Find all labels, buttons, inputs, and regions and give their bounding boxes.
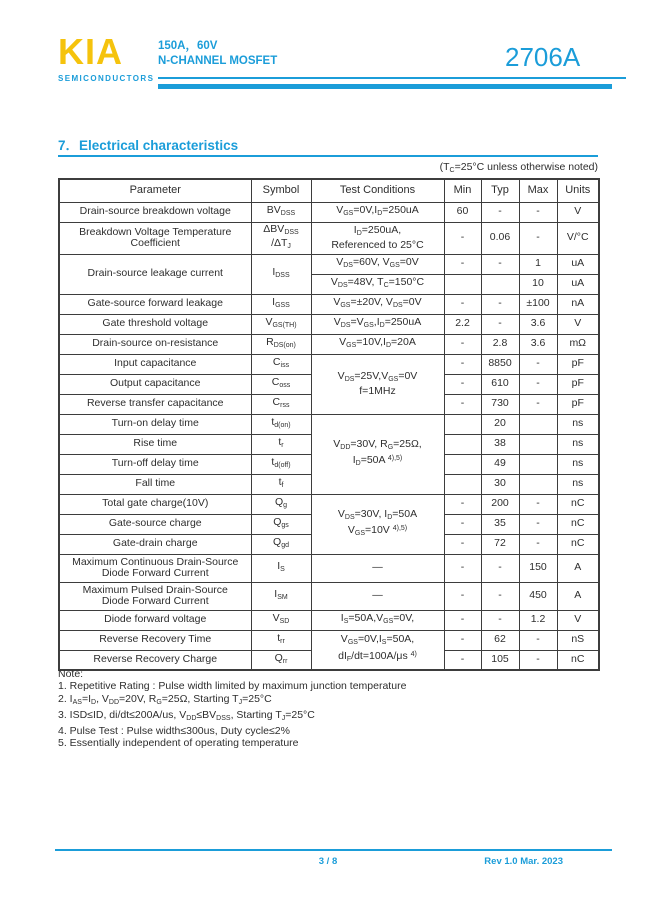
min-cell: -: [444, 222, 481, 254]
max-cell: -: [519, 534, 557, 554]
typ-cell: -: [481, 582, 519, 610]
typ-cell: 105: [481, 650, 519, 670]
units-cell: mΩ: [557, 334, 599, 354]
symbol-cell: $C_{rss}$: [251, 394, 311, 414]
typ-cell: 35: [481, 514, 519, 534]
max-cell: 150: [519, 554, 557, 582]
units-cell: nA: [557, 294, 599, 314]
note-item: 2. $I_{AS}=I_D$, $V_{DD}=20V$, $R_G=25\Omega$, Starting $T_J=25^\circ C$: [58, 692, 272, 706]
units-cell: ns: [557, 414, 599, 434]
typ-cell: 610: [481, 374, 519, 394]
param-cell: Input capacitance: [59, 354, 251, 374]
units-cell: V: [557, 314, 599, 334]
min-cell: [444, 474, 481, 494]
min-cell: -: [444, 334, 481, 354]
table-row: [59, 582, 599, 610]
table-row: [59, 554, 599, 582]
table-row: [59, 630, 599, 650]
table-row: [59, 334, 599, 354]
cond-cell: $V_{DS}=25V,V_{GS}=0V$ f=1MHz: [311, 354, 444, 414]
cond-cell: $V_{GS}=10V,I_D=20A$: [311, 334, 444, 354]
header-thick-rule: [158, 84, 612, 89]
section-title: 7．Electrical characteristics: [58, 138, 239, 153]
notes-title: Note:: [58, 668, 84, 680]
typ-cell: 0.06: [481, 222, 519, 254]
max-cell: -: [519, 374, 557, 394]
max-cell: [519, 454, 557, 474]
table-row: [59, 610, 599, 630]
table-header-row: [59, 179, 599, 202]
param-cell: Gate-drain charge: [59, 534, 251, 554]
col-header-units: Units: [557, 179, 599, 202]
typ-cell: -: [481, 314, 519, 334]
revision-label: Rev 1.0 Mar. 2023: [484, 856, 563, 867]
note-item: 3. ISD≤ID, di/dt≤200A/us, $V_{DD}\le BV_{DSS}$, Starting $T_J=25^\circ C$: [58, 708, 315, 722]
typ-cell: -: [481, 554, 519, 582]
units-cell: pF: [557, 394, 599, 414]
brand-logo: [58, 33, 154, 83]
symbol-cell: $I_{DSS}$: [251, 254, 311, 294]
units-cell: nS: [557, 630, 599, 650]
table-row: [59, 494, 599, 514]
cond-cell: $I_D=250uA$, Referenced to 25°C: [311, 222, 444, 254]
min-cell: -: [444, 582, 481, 610]
footer-rule: [55, 849, 612, 851]
col-header-parameter: Parameter: [59, 179, 251, 202]
symbol-cell: $t_r$: [251, 434, 311, 454]
param-cell: Maximum Pulsed Drain-Source Diode Forward Current: [59, 582, 251, 610]
symbol-cell: $Q_{gs}$: [251, 514, 311, 534]
units-cell: V: [557, 202, 599, 222]
units-cell: V/°C: [557, 222, 599, 254]
units-cell: ns: [557, 454, 599, 474]
symbol-cell: $t_{d(on)}$: [251, 414, 311, 434]
units-cell: pF: [557, 374, 599, 394]
param-cell: Turn-on delay time: [59, 414, 251, 434]
param-cell: Maximum Continuous Drain-Source Diode Forward Current: [59, 554, 251, 582]
typ-cell: 49: [481, 454, 519, 474]
table-row: [59, 314, 599, 334]
typ-cell: 8850: [481, 354, 519, 374]
max-cell: 3.6: [519, 314, 557, 334]
units-cell: pF: [557, 354, 599, 374]
max-cell: 1.2: [519, 610, 557, 630]
param-cell: Gate threshold voltage: [59, 314, 251, 334]
cond-cell: $V_{GS}=0V,I_D=250uA$: [311, 202, 444, 222]
min-cell: [444, 454, 481, 474]
col-header-min: Min: [444, 179, 481, 202]
max-cell: -: [519, 222, 557, 254]
cond-cell: $V_{DS}=30V$, $I_D=50A$ $V_{GS}=10V$ $^{4),5)}$: [311, 494, 444, 554]
units-cell: A: [557, 554, 599, 582]
param-cell: Reverse Recovery Time: [59, 630, 251, 650]
temp-condition-note: ($T_C=25^\circ C$ unless otherwise noted): [439, 161, 598, 174]
max-cell: 10: [519, 274, 557, 294]
product-summary: [158, 39, 277, 69]
max-cell: [519, 474, 557, 494]
typ-cell: 30: [481, 474, 519, 494]
typ-cell: 2.8: [481, 334, 519, 354]
min-cell: [444, 274, 481, 294]
section-underline: [58, 155, 598, 157]
cond-cell: $V_{GS}=\pm 20V$, $V_{DS}=0V$: [311, 294, 444, 314]
electrical-characteristics-table: [58, 178, 600, 671]
symbol-cell: $\Delta BV_{DSS}$ $/\Delta T_J$: [251, 222, 311, 254]
typ-cell: -: [481, 294, 519, 314]
min-cell: -: [444, 374, 481, 394]
product-rating: 150A，60V: [158, 40, 218, 52]
param-cell: Gate-source charge: [59, 514, 251, 534]
param-cell: Breakdown Voltage Temperature Coefficient: [59, 222, 251, 254]
symbol-cell: $BV_{DSS}$: [251, 202, 311, 222]
typ-cell: -: [481, 202, 519, 222]
max-cell: -: [519, 354, 557, 374]
min-cell: 2.2: [444, 314, 481, 334]
max-cell: 1: [519, 254, 557, 274]
min-cell: [444, 414, 481, 434]
col-header-symbol: Symbol: [251, 179, 311, 202]
param-cell: Turn-off delay time: [59, 454, 251, 474]
min-cell: [444, 434, 481, 454]
min-cell: -: [444, 610, 481, 630]
max-cell: 450: [519, 582, 557, 610]
table-row: [59, 222, 599, 254]
cond-cell: $V_{DD}=30V$, $R_G=25\Omega$, $I_D=50A$ $^{4),5)}$: [311, 414, 444, 494]
min-cell: -: [444, 554, 481, 582]
typ-cell: [481, 274, 519, 294]
cond-cell: $V_{DS}=V_{GS},I_D=250uA$: [311, 314, 444, 334]
symbol-cell: $Q_g$: [251, 494, 311, 514]
product-type: N-CHANNEL MOSFET: [158, 55, 278, 67]
symbol-cell: $V_{GS(TH)}$: [251, 314, 311, 334]
units-cell: A: [557, 582, 599, 610]
typ-cell: 38: [481, 434, 519, 454]
table-row: [59, 294, 599, 314]
symbol-cell: $I_S$: [251, 554, 311, 582]
symbol-cell: $Q_{rr}$: [251, 650, 311, 670]
col-header-max: Max: [519, 179, 557, 202]
cond-cell: $V_{GS}=0V,I_S=50A$, $dI_F/dt=100A/\mu s$ $^{4)}$: [311, 630, 444, 670]
param-cell: Total gate charge(10V): [59, 494, 251, 514]
notes-section: [58, 668, 406, 750]
units-cell: ns: [557, 434, 599, 454]
min-cell: -: [444, 650, 481, 670]
header-thin-rule: [158, 77, 626, 79]
min-cell: -: [444, 254, 481, 274]
symbol-cell: $I_{SM}$: [251, 582, 311, 610]
typ-cell: 62: [481, 630, 519, 650]
min-cell: -: [444, 294, 481, 314]
typ-cell: 200: [481, 494, 519, 514]
units-cell: uA: [557, 254, 599, 274]
symbol-cell: $t_{rr}$: [251, 630, 311, 650]
min-cell: -: [444, 630, 481, 650]
max-cell: -: [519, 514, 557, 534]
col-header-typ: Typ: [481, 179, 519, 202]
param-cell: Rise time: [59, 434, 251, 454]
cond-cell: —: [311, 582, 444, 610]
units-cell: ns: [557, 474, 599, 494]
table-row: [59, 414, 599, 434]
typ-cell: -: [481, 254, 519, 274]
min-cell: -: [444, 534, 481, 554]
symbol-cell: $R_{DS(on)}$: [251, 334, 311, 354]
cond-cell: $V_{DS}=48V$, $T_C=150^\circ C$: [311, 274, 444, 294]
symbol-cell: $V_{SD}$: [251, 610, 311, 630]
symbol-cell: $Q_{gd}$: [251, 534, 311, 554]
param-cell: Output capacitance: [59, 374, 251, 394]
cond-cell: $V_{DS}=60V$, $V_{GS}=0V$: [311, 254, 444, 274]
param-cell: Drain-source on-resistance: [59, 334, 251, 354]
min-cell: 60: [444, 202, 481, 222]
units-cell: uA: [557, 274, 599, 294]
symbol-cell: $t_f$: [251, 474, 311, 494]
min-cell: -: [444, 394, 481, 414]
kia-logo-text: KIA: [58, 31, 123, 72]
max-cell: -: [519, 394, 557, 414]
max-cell: [519, 434, 557, 454]
param-cell: Reverse transfer capacitance: [59, 394, 251, 414]
max-cell: -: [519, 630, 557, 650]
logo-subtitle: SEMICONDUCTORS: [58, 74, 155, 83]
note-item: 5. Essentially independent of operating temperature: [58, 737, 299, 750]
param-cell: Reverse Recovery Charge: [59, 650, 251, 670]
max-cell: -: [519, 650, 557, 670]
param-cell: Drain-source leakage current: [59, 254, 251, 294]
max-cell: [519, 414, 557, 434]
cond-cell: —: [311, 554, 444, 582]
table-row: [59, 354, 599, 374]
min-cell: -: [444, 494, 481, 514]
symbol-cell: $t_{d(off)}$: [251, 454, 311, 474]
typ-cell: 72: [481, 534, 519, 554]
param-cell: Fall time: [59, 474, 251, 494]
part-number: 2706A: [505, 42, 581, 72]
typ-cell: 20: [481, 414, 519, 434]
note-item: 4. Pulse Test : Pulse width≤300us, Duty cycle≤2%: [58, 725, 290, 738]
units-cell: nC: [557, 650, 599, 670]
units-cell: nC: [557, 494, 599, 514]
max-cell: -: [519, 494, 557, 514]
typ-cell: -: [481, 610, 519, 630]
units-cell: nC: [557, 514, 599, 534]
param-cell: Gate-source forward leakage: [59, 294, 251, 314]
max-cell: ±100: [519, 294, 557, 314]
table-row: [59, 254, 599, 274]
symbol-cell: $I_{GSS}$: [251, 294, 311, 314]
cond-cell: $I_S=50A,V_{GS}=0V$,: [311, 610, 444, 630]
symbol-cell: $C_{iss}$: [251, 354, 311, 374]
page-number: 3 / 8: [318, 856, 338, 867]
min-cell: -: [444, 354, 481, 374]
units-cell: V: [557, 610, 599, 630]
param-cell: Drain-source breakdown voltage: [59, 202, 251, 222]
table-row: [59, 202, 599, 222]
max-cell: -: [519, 202, 557, 222]
min-cell: -: [444, 514, 481, 534]
typ-cell: 730: [481, 394, 519, 414]
max-cell: 3.6: [519, 334, 557, 354]
note-item: 1. Repetitive Rating : Pulse width limited by maximum junction temperature: [58, 680, 407, 693]
symbol-cell: $C_{oss}$: [251, 374, 311, 394]
col-header-conditions: Test Conditions: [311, 179, 444, 202]
units-cell: nC: [557, 534, 599, 554]
param-cell: Diode forward voltage: [59, 610, 251, 630]
